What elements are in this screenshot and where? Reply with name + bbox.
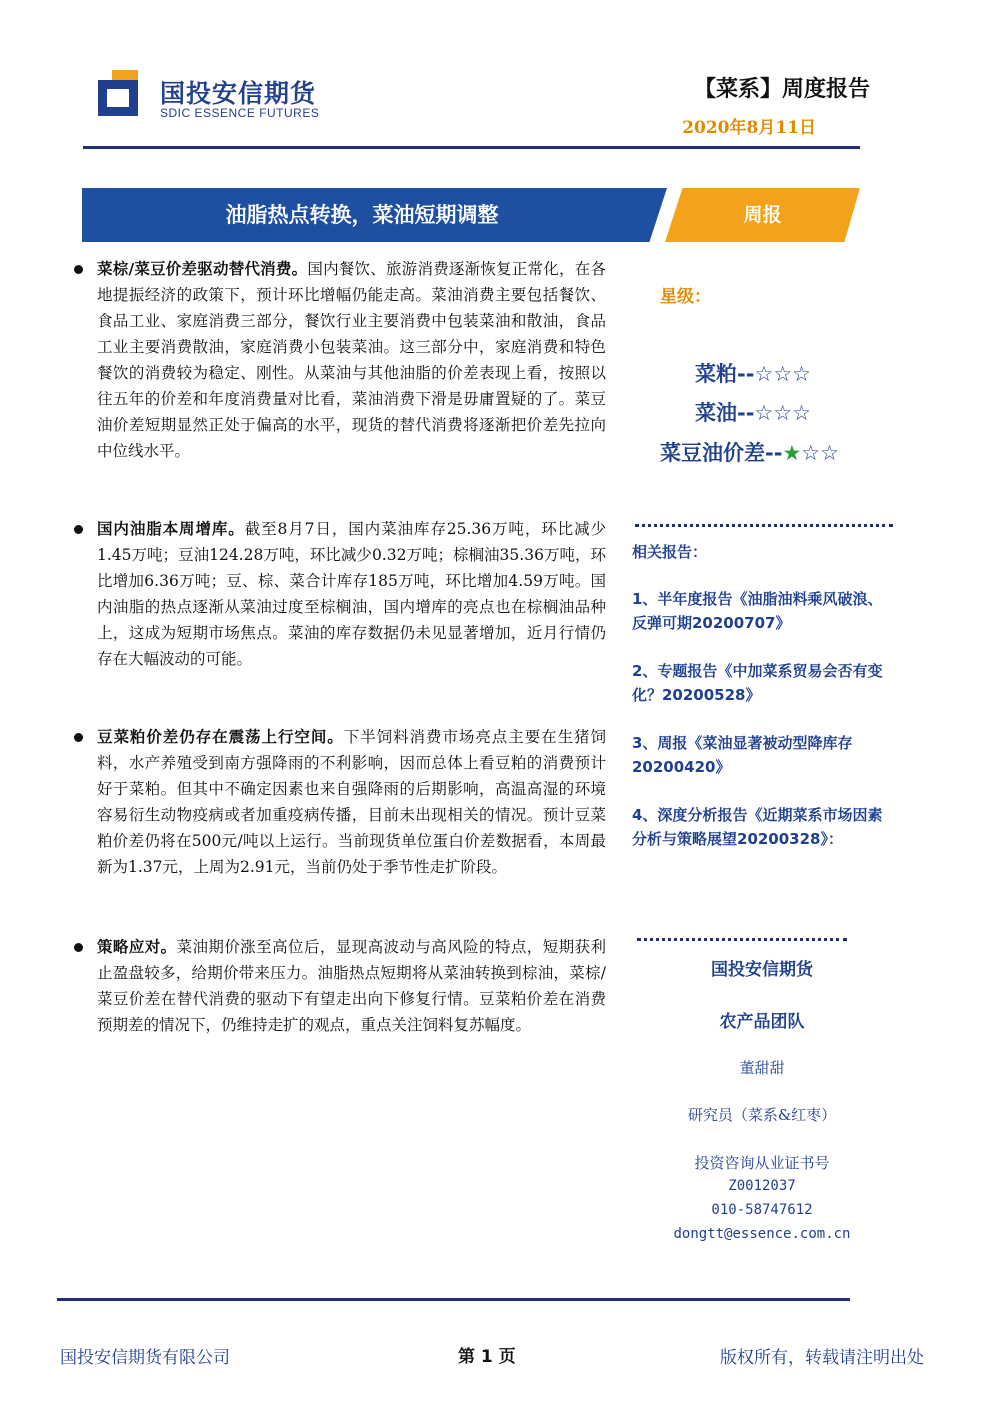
analyst-phone: 010-58747612 xyxy=(711,1202,813,1218)
footer-copyright: 版权所有，转载请注明出处 xyxy=(720,1348,924,1368)
analyst-name: 董甜甜 xyxy=(739,1059,785,1077)
company-logo xyxy=(98,70,318,124)
section-heading: 菜棕/菜豆价差驱动替代消费。 xyxy=(97,260,308,278)
related-title: 相关报告： xyxy=(632,543,708,561)
section-body: 下半饲料消费市场亮点主要在生猪饲料，水产养殖受到南方强降雨的不利影响，因而总体上看豆粕的消费预计好于菜粕。但其中不确定因素也来自强降雨的后期影响，高温高湿的环境容易衍生动物疫病或者加重疫病传播，目前未出现相关的情况。预计豆菜粕价差仍将在500元/吨以上运行。当前现货单位蛋白价差数据看，本周最新为1.37元，上周为2.91元，当前仍处于季节性走扩阶段。 xyxy=(97,728,606,876)
bullet-icon xyxy=(74,525,83,534)
section-text xyxy=(74,256,606,464)
report-tag: 周报 xyxy=(743,204,782,226)
rating-rapeseed-meal xyxy=(695,358,811,388)
team-divider xyxy=(637,938,847,941)
rating-rapeseed-oil xyxy=(695,397,811,427)
section-substitution xyxy=(74,256,606,464)
section-inventory xyxy=(74,516,606,672)
related-report-link[interactable]: 4、深度分析报告《近期菜系市场因素分析与策略展望20200328》： xyxy=(632,806,883,848)
section-text xyxy=(74,516,606,672)
related-divider xyxy=(635,524,893,527)
cert-label: 投资咨询从业证书号 xyxy=(694,1154,830,1172)
team-company: 国投安信期货 xyxy=(711,960,813,980)
footer-company: 国投安信期货有限公司 xyxy=(60,1348,230,1368)
analyst-role: 研究员（菜系&红枣） xyxy=(687,1106,837,1124)
page-number: 第 1 页 xyxy=(458,1347,516,1367)
related-report-link[interactable]: 3、周报《菜油显著被动型降库存20200420》 xyxy=(632,734,853,776)
rating-name: 菜粕-- xyxy=(695,362,755,386)
report-title: 油脂热点转换，菜油短期调整 xyxy=(225,203,499,227)
section-strategy xyxy=(74,934,606,1038)
bullet-icon xyxy=(74,733,83,742)
section-body: 截至8月7日，国内菜油库存25.36万吨，环比减少1.45万吨；豆油124.28万吨，环比减少0.32万吨；棕榈油35.36万吨，环比增加6.36万吨；豆、棕、菜合计库存185万吨，环比增加4.59万吨。国内油脂的热点逐渐从菜油过度至棕榈油，国内增库的亮点也在棕榈油品种上，这成为短期市场焦点。菜油的库存数据仍未见显著增加，近月行情仍存在大幅波动的可能。 xyxy=(97,520,606,668)
section-body: 菜油期价涨至高位后，显现高波动与高风险的特点，短期获利止盈盘较多，给期价带来压力。油脂热点短期将从菜油转换到棕油，菜棕/菜豆价差在替代消费的驱动下有望走出向下修复行情。豆菜粕价差在消费预期差的情况下，仍维持走扩的观点，重点关注饲料复苏幅度。 xyxy=(97,938,606,1034)
analyst-email[interactable]: dongtt@essence.com.cn xyxy=(673,1226,851,1242)
logo-mark-icon xyxy=(98,70,150,116)
section-heading: 国内油脂本周增库。 xyxy=(97,520,245,538)
cert-number: Z0012037 xyxy=(728,1178,796,1194)
rating-label: 星级： xyxy=(660,287,711,307)
report-date: 2020年8月11日 xyxy=(682,118,816,138)
section-body: 国内餐饮、旅游消费逐渐恢复正常化，在各地提振经济的政策下，预计环比增幅仍能走高。菜油消费主要包括餐饮、食品工业、家庭消费三部分，餐饮行业主要消费中包装菜油和散油，食品工业主要消费散油，家庭消费小包装菜油。这三部分中，家庭消费和特色餐饮的消费较为稳定、刚性。从菜油与其他油脂的价差表现上看，按照以往五年的价差和年度消费量对比看，菜油消费下滑是毋庸置疑的了。菜豆油价差短期显然正处于偏高的水平，现货的替代消费将逐渐把价差先拉向中位线水平。 xyxy=(97,260,606,460)
star-filled-icon: ★ xyxy=(782,441,802,465)
rating-oil-spread xyxy=(660,437,839,467)
bullet-icon xyxy=(74,943,83,952)
section-heading: 豆菜粕价差仍存在震荡上行空间。 xyxy=(97,728,344,746)
rating-name: 菜油-- xyxy=(695,401,755,425)
team-group: 农产品团队 xyxy=(719,1012,805,1032)
report-type: 【菜系】周度报告 xyxy=(693,77,870,102)
logo-text-en: SDIC ESSENCE FUTURES xyxy=(160,106,320,120)
section-text xyxy=(74,724,606,880)
logo-text-cn: 国投安信期货 xyxy=(160,79,317,108)
bullet-icon xyxy=(74,265,83,274)
header-divider xyxy=(83,146,860,149)
rating-name: 菜豆油价差-- xyxy=(660,441,783,465)
star-empty-icon: ☆☆ xyxy=(801,441,839,465)
section-meal-spread xyxy=(74,724,606,880)
section-heading: 策略应对。 xyxy=(97,938,177,956)
star-empty-icon: ☆☆☆ xyxy=(754,362,811,386)
star-empty-icon: ☆☆☆ xyxy=(754,401,811,425)
section-text xyxy=(74,934,606,1038)
related-report-link[interactable]: 2、专题报告《中加菜系贸易会否有变化？20200528》 xyxy=(632,662,883,704)
footer-divider xyxy=(57,1298,850,1301)
related-report-link[interactable]: 1、半年度报告《油脂油料乘风破浪、反弹可期20200707》 xyxy=(632,590,883,632)
